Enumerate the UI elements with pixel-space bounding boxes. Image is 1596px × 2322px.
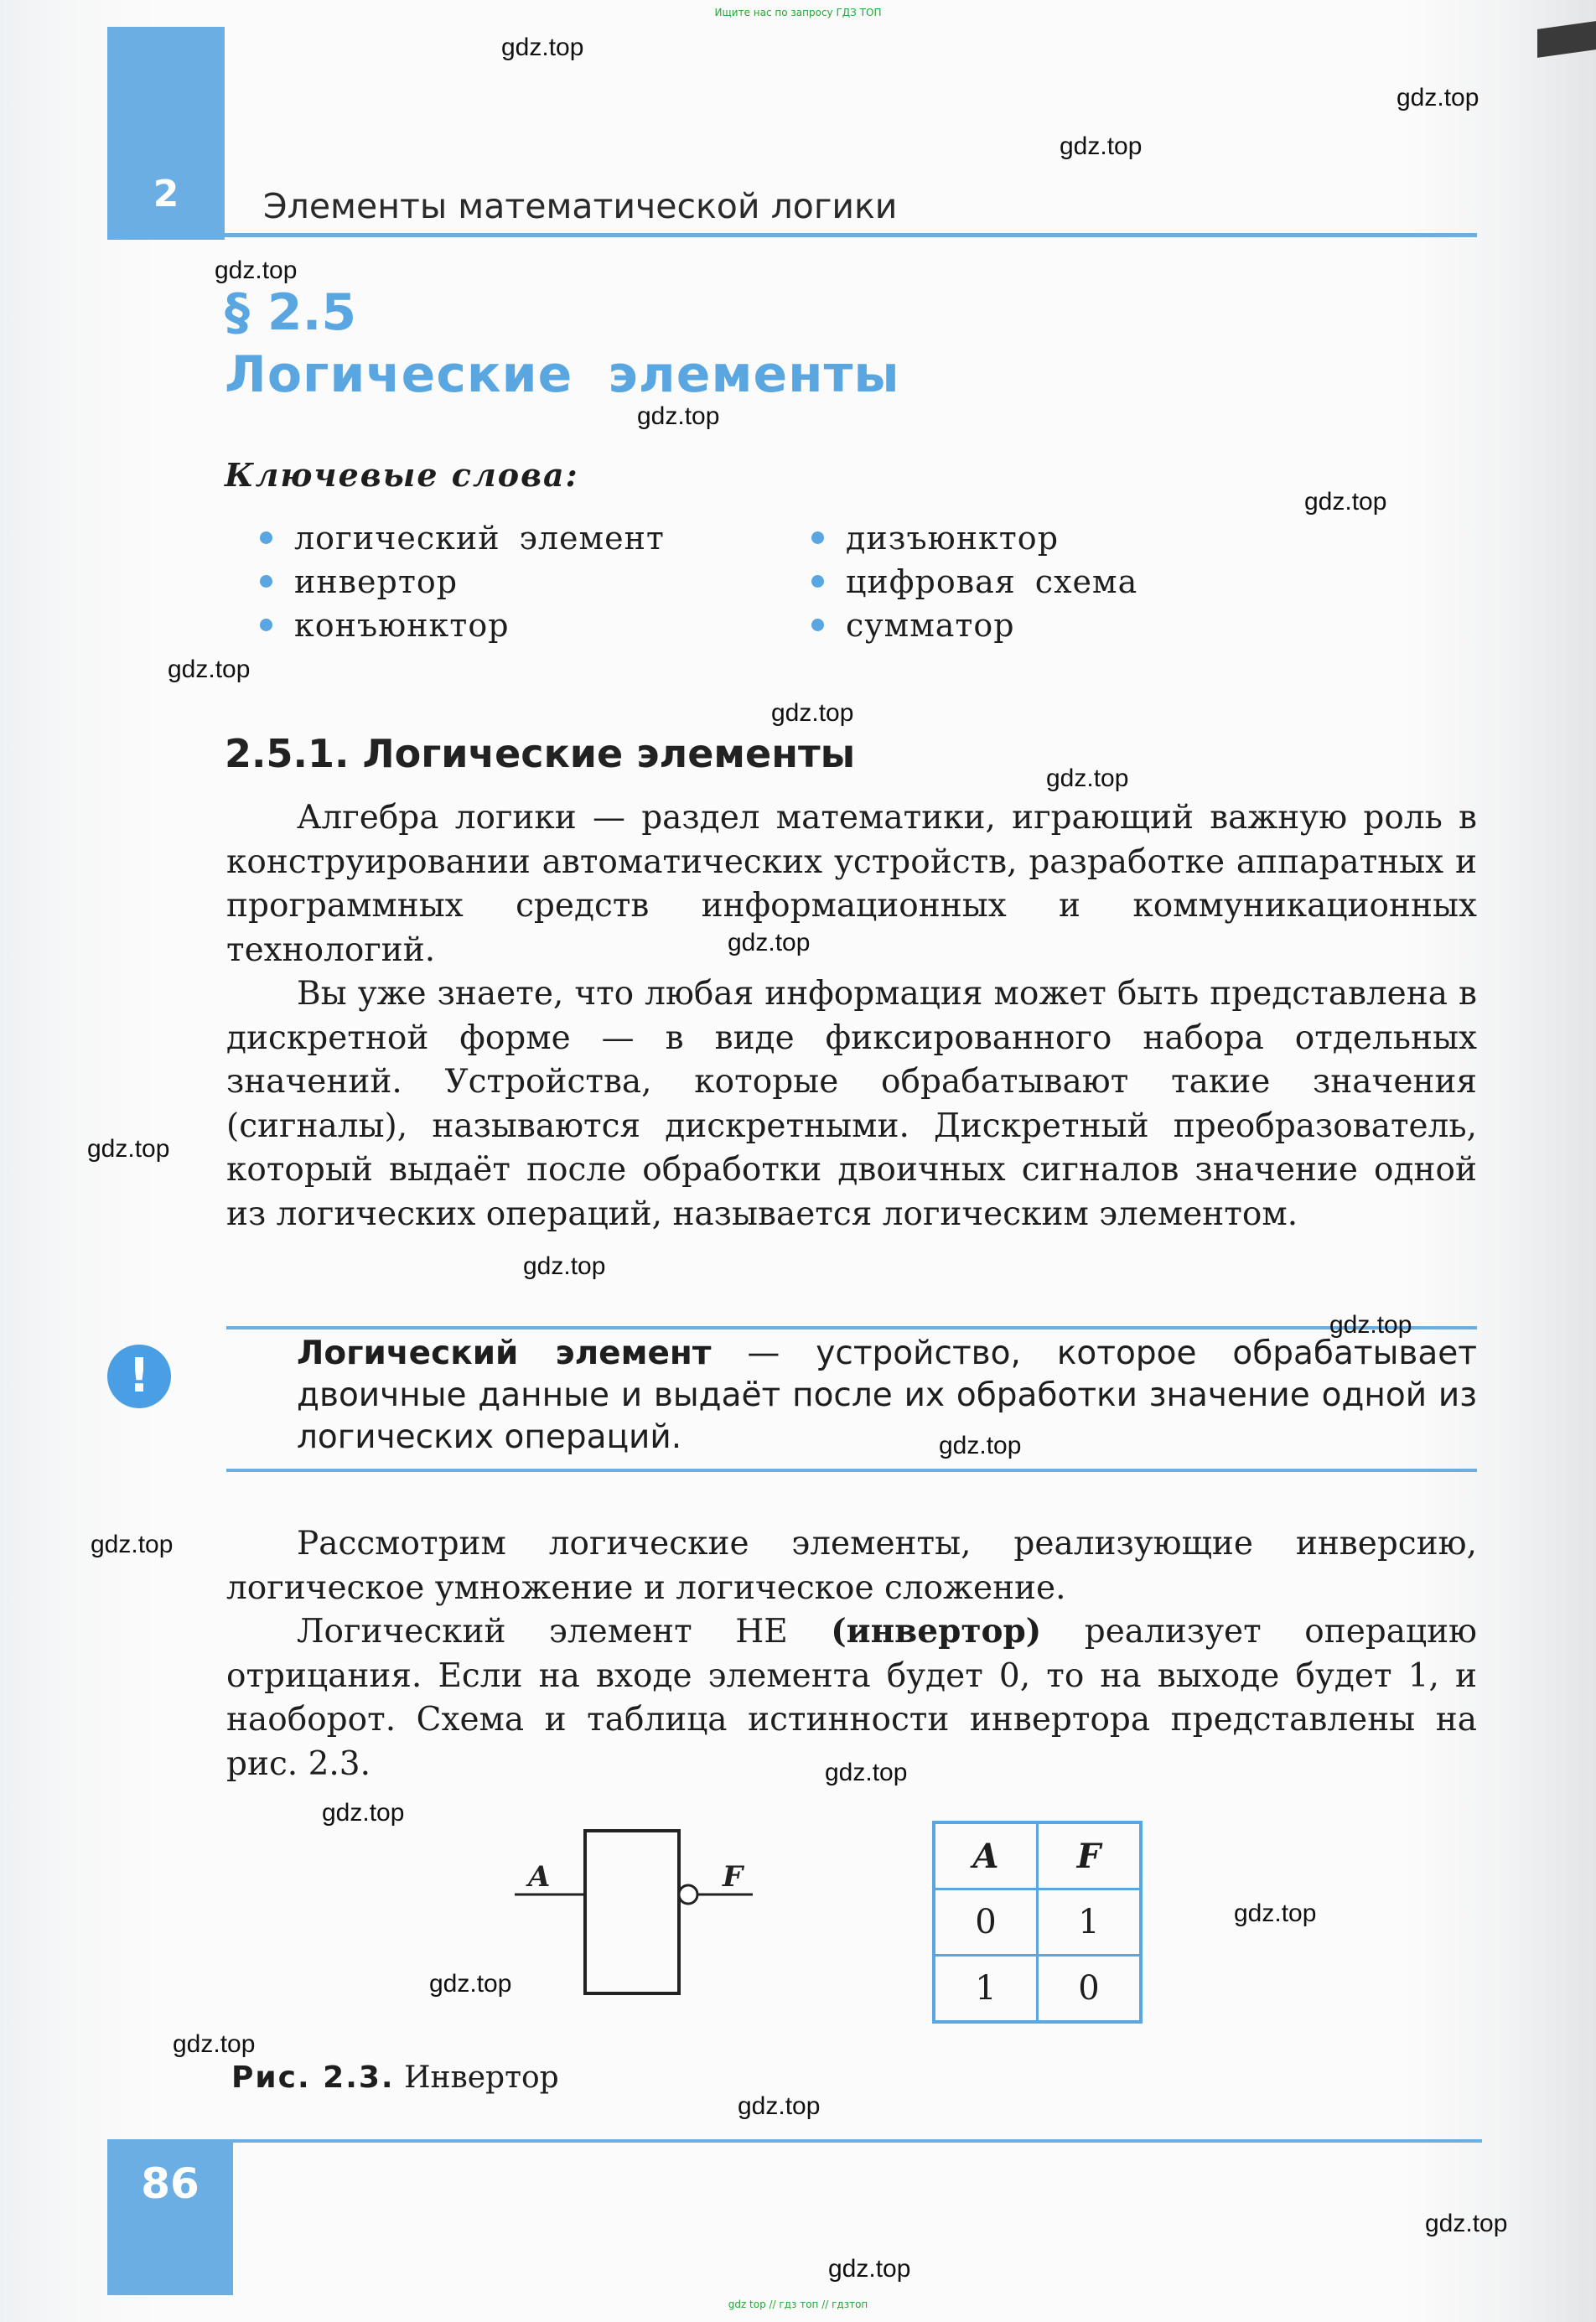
- keywords-list-right: [811, 516, 1137, 647]
- keyword-item: инвертор: [260, 560, 665, 604]
- watermark: gdz.top: [429, 1970, 512, 1998]
- watermark: gdz.top: [1046, 764, 1129, 792]
- watermark: gdz.top: [87, 1135, 170, 1163]
- watermark: gdz.top: [1304, 488, 1387, 516]
- keywords-list-left: [260, 516, 665, 647]
- watermark: gdz.top: [91, 1531, 174, 1558]
- watermark: gdz.top: [168, 656, 251, 683]
- keyword-item: цифровая схема: [811, 560, 1137, 604]
- watermark: gdz.top: [1060, 132, 1143, 160]
- watermark: gdz.top: [1396, 84, 1479, 111]
- bottom-note: gdz top // гдз топ // гдзтоп: [728, 2299, 868, 2310]
- definition-rule-top: [226, 1326, 1477, 1329]
- top-note: Ищите нас по запросу ГДЗ ТОП: [714, 7, 882, 18]
- watermark: gdz.top: [1234, 1900, 1317, 1927]
- figure-caption: [231, 2060, 559, 2095]
- inversion-bubble: [679, 1885, 697, 1904]
- inverter-diagram: [503, 1819, 771, 2012]
- chapter-title: Элементы математической логики: [263, 186, 898, 226]
- paragraph: Вы уже знаете, что любая информация может быть представлена в дискретной форме — в виде фиксированного набора отдельных значений. Устройства, которые обрабатывают такие значения (сигналы), называются дискретными. Дискретный преобразователь, который выдаёт после обработки двоичных сигналов значение одной из логических операций, называется логическим элементом.: [226, 975, 1477, 1233]
- paragraph-part: Логический элемент НЕ: [297, 1613, 832, 1651]
- definition-rule-bottom: [226, 1469, 1477, 1472]
- watermark: gdz.top: [1425, 2210, 1508, 2237]
- keyword-item: логический элемент: [260, 516, 665, 560]
- header-rule: [225, 233, 1477, 237]
- paragraph: Рассмотрим логические элементы, реализующие инверсию, логическое умножение и логическое сложение.: [226, 1525, 1477, 1607]
- table-cell: 1: [934, 1956, 1038, 2023]
- paragraph-part: реализует операцию отрицания. Если на входе элемента будет 0, то на выходе будет 1, и наоборот. Схема и таблица истинности инвертора представлены на рис. 2.3.: [226, 1613, 1478, 1783]
- input-label: A: [528, 1860, 551, 1894]
- watermark: gdz.top: [771, 699, 854, 727]
- watermark: gdz.top: [939, 1432, 1022, 1459]
- watermark: gdz.top: [173, 2030, 256, 2058]
- keywords-label: Ключевые слова:: [225, 456, 579, 494]
- section-number: § 2.5: [225, 283, 357, 342]
- table-row: [934, 1889, 1141, 1956]
- watermark: gdz.top: [215, 257, 298, 284]
- page-number: 86: [141, 2159, 200, 2208]
- caption-number: Рис. 2.3.: [231, 2060, 395, 2095]
- definition-term: Логический элемент: [297, 1335, 712, 1372]
- page-corner: [1537, 21, 1596, 58]
- keyword-item: конъюнктор: [260, 604, 665, 647]
- watermark: gdz.top: [828, 2255, 911, 2283]
- inverter-term: (инвертор): [831, 1612, 1042, 1651]
- definition-text: [297, 1333, 1477, 1459]
- watermark: gdz.top: [523, 1252, 606, 1280]
- footer-rule: [225, 2139, 1482, 2143]
- table-cell: 0: [1038, 1956, 1142, 2023]
- table-cell: 1: [1038, 1889, 1142, 1956]
- section-title: Логические элементы: [225, 345, 900, 404]
- watermark: gdz.top: [728, 929, 811, 956]
- watermark: gdz.top: [501, 34, 584, 61]
- table-row: [934, 1956, 1141, 2023]
- watermark: gdz.top: [1329, 1311, 1412, 1339]
- watermark: gdz.top: [738, 2092, 821, 2120]
- keyword-item: дизъюнктор: [811, 516, 1137, 560]
- subsection-title: 2.5.1. Логические элементы: [225, 731, 856, 776]
- table-cell: 0: [934, 1889, 1038, 1956]
- gate-body: [585, 1831, 679, 1993]
- truth-table: [932, 1821, 1143, 2024]
- chapter-number: 2: [153, 173, 179, 215]
- output-label: F: [723, 1860, 744, 1894]
- caption-text: Инвертор: [404, 2060, 559, 2095]
- table-header-row: [934, 1822, 1141, 1889]
- table-header-cell: F: [1038, 1822, 1142, 1889]
- definition-body: — устройство, которое обрабатывает двоичные данные и выдаёт после их обработки значение одной из логических операций.: [297, 1335, 1477, 1456]
- exclamation-icon: !: [107, 1345, 171, 1408]
- watermark: gdz.top: [637, 402, 720, 430]
- table-header-cell: A: [934, 1822, 1038, 1889]
- paragraph: Алгебра логики — раздел математики, играющий важную роль в конструировании автоматических устройств, разработке аппаратных и программных средств информационных и коммуникационных технологий.: [226, 799, 1477, 969]
- watermark: gdz.top: [322, 1799, 405, 1827]
- keyword-item: сумматор: [811, 604, 1137, 647]
- watermark: gdz.top: [825, 1759, 908, 1786]
